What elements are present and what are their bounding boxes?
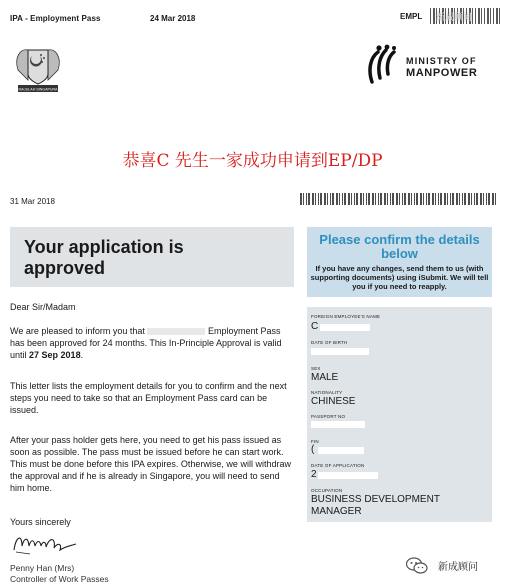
value-employee-name: C xyxy=(311,321,319,332)
approved-heading: Your application is approved xyxy=(24,237,184,278)
closing-text: Yours sincerely xyxy=(10,517,71,527)
value-occupation: BUSINESS DEVELOPMENT MANAGER xyxy=(311,494,440,517)
ministry-line2: MANPOWER xyxy=(406,67,478,79)
issue-date: 31 Mar 2018 xyxy=(10,197,55,206)
crest-motto: MAJULAH SINGAPURA xyxy=(18,87,58,92)
label-date-of-birth: DATE OF BIRTH xyxy=(311,340,348,345)
signer-name: Penny Han (Mrs) xyxy=(10,563,75,573)
document-title: IPA - Employment Pass xyxy=(10,14,101,23)
label-fin: FIN xyxy=(311,439,319,444)
value-fin: ( xyxy=(311,444,315,455)
header-date: 24 Mar 2018 xyxy=(150,14,196,23)
label-date-of-application: DATE OF APPLICATION xyxy=(311,463,365,468)
label-passport-no: PASSPORT NO xyxy=(311,414,346,419)
paragraph-approval-rest: Employment Pass has been approved for 24 months. This In-Principle Approval is valid until xyxy=(10,326,282,360)
header-code: EMPL xyxy=(400,12,423,21)
label-employee-name: FOREIGN EMPLOYEE'S NAME xyxy=(311,314,381,319)
paragraph-approval: We are pleased to inform you that Employment Pass has been approved for 24 months. This In-Principle Approval is valid until 27 Sep 2018. xyxy=(10,326,282,360)
salutation: Dear Sir/Madam xyxy=(10,302,76,312)
redacted-field xyxy=(311,348,369,355)
paragraph-approval-start: We are pleased to inform you that xyxy=(10,326,145,336)
redacted-field xyxy=(318,447,364,454)
confirm-heading: Please confirm the details below xyxy=(319,232,480,261)
letter-barcode xyxy=(300,193,498,205)
redacted-field xyxy=(320,324,370,331)
paragraph-instructions: After your pass holder gets here, you need to get his pass issued as soon as possible. The pass must be issued before he can start work. This must be done before this IPA expires. Otherwise, we will withdraw the approval and if he is already in Singapore, you will need to send him home. xyxy=(10,435,291,493)
signature-image xyxy=(10,528,80,558)
label-occupation: OCCUPATION xyxy=(311,488,343,493)
mom-logo-icon xyxy=(366,44,396,84)
wechat-icon xyxy=(406,557,428,575)
redacted-name xyxy=(147,328,205,335)
signer-title: Controller of Work Passes xyxy=(10,574,109,584)
wechat-account-name: 新成顾问 xyxy=(438,562,478,573)
label-sex: SEX xyxy=(311,366,321,371)
watermark-text: 新成顾问 xyxy=(436,13,473,23)
value-sex: MALE xyxy=(311,372,339,383)
singapore-crest-logo xyxy=(10,40,66,96)
ministry-line1: MINISTRY OF xyxy=(406,56,477,66)
label-nationality: NATIONALITY xyxy=(311,390,343,395)
confirm-note: If you have any changes, send them to us (with supporting documents) using iSubmit. We will tell you if you need to reapply. xyxy=(310,264,489,291)
redacted-field xyxy=(311,421,365,428)
value-date-of-application: 2 xyxy=(311,469,317,480)
congratulation-caption: 恭喜C 先生一家成功申请到EP/DP xyxy=(122,151,383,171)
redacted-field xyxy=(318,472,378,479)
valid-until-date: 27 Sep 2018 xyxy=(29,350,81,360)
value-nationality: CHINESE xyxy=(311,396,356,407)
paragraph-next-steps: This letter lists the employment details for you to confirm and the next steps you need to take so that an Employment Pass card can be issued. xyxy=(10,381,287,415)
